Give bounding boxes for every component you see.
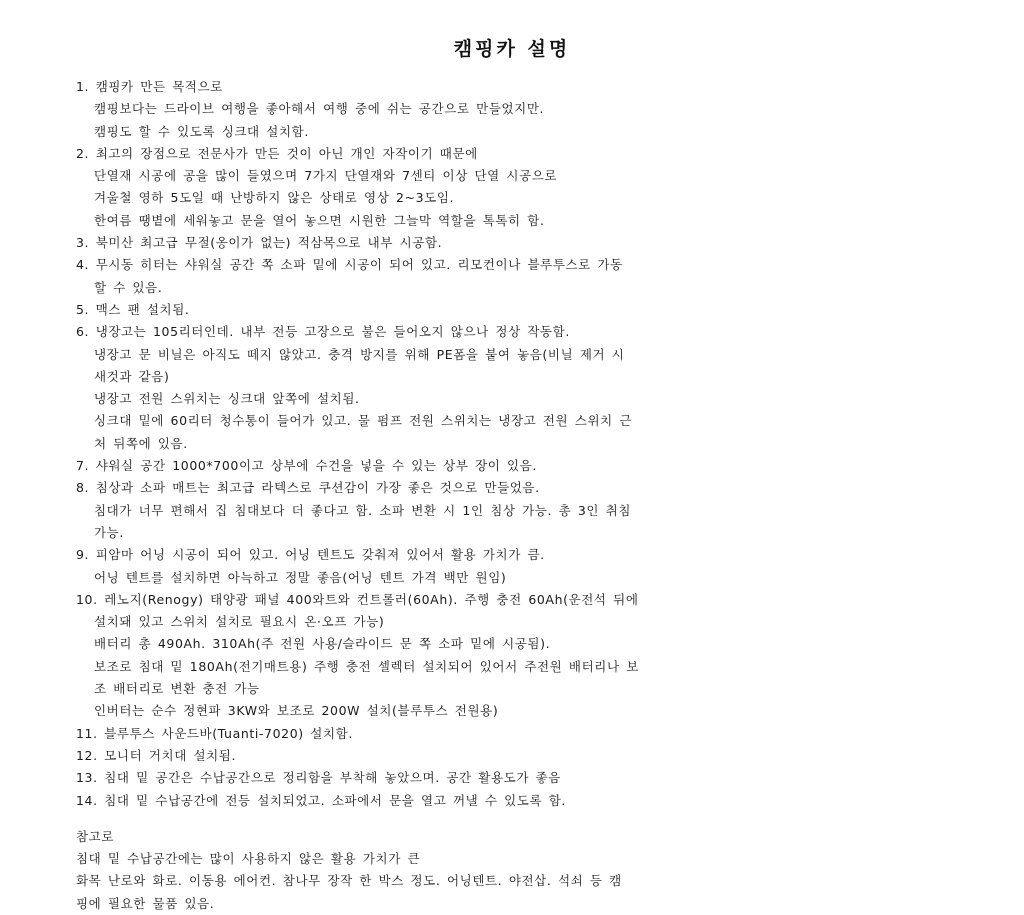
text-line: 캠핑도 할 수 있도록 싱크대 설치함. bbox=[94, 123, 309, 139]
footer-line: 핑에 필요한 물품 있음. bbox=[76, 895, 215, 911]
text-line: 11. 블루투스 사운드바(Tuanti-7020) 설치함. bbox=[76, 725, 353, 741]
text-line: 1. 캠핑카 만든 목적으로 bbox=[76, 79, 223, 94]
text-line: 8. 침상과 소파 매트는 최고급 라텍스로 쿠션감이 가장 좋은 것으로 만들었음. bbox=[76, 480, 540, 496]
text-line: 10. 레노지(Renogy) 태양광 패널 400와트와 컨트롤러(60Ah). 주행 충전 60Ah(운전석 뒤에 bbox=[76, 591, 639, 607]
document-body bbox=[76, 76, 966, 915]
text-line: 싱크대 밑에 60리터 청수통이 들어가 있고. 물 펌프 전원 스위치는 냉장고 전원 스위치 근 bbox=[94, 413, 633, 429]
text-line: 4. 무시동 히터는 샤워실 공간 쪽 소파 밑에 시공이 되어 있고. 리모컨이나 블루투스로 가동 bbox=[76, 257, 623, 273]
text-line: 단열재 시공에 공을 많이 들였으며 7가지 단열재와 7센티 이상 단열 시공으로 bbox=[94, 168, 558, 184]
text-line: 5. 맥스 팬 설치됨. bbox=[76, 301, 190, 317]
text-line: 처 뒤쪽에 있음. bbox=[94, 435, 188, 451]
text-line: 침대가 너무 편해서 집 침대보다 더 좋다고 함. 소파 변환 시 1인 침상 가능. 총 3인 취침 bbox=[94, 502, 632, 518]
text-line: 할 수 있음. bbox=[94, 279, 163, 295]
text-line: 보조로 침대 밑 180Ah(전기매트용) 주행 충전 셀렉터 설치되어 있어서 주전원 배터리나 보 bbox=[94, 658, 639, 674]
footer-line: 침대 밑 수납공간에는 많이 사용하지 않은 활용 가치가 큰 bbox=[76, 851, 421, 867]
text-line: 2. 최고의 장점으로 전문사가 만든 것이 아닌 개인 자작이기 때문에 bbox=[76, 145, 478, 161]
text-line: 겨울철 영하 5도일 때 난방하지 않은 상태로 영상 2~3도임. bbox=[94, 190, 455, 206]
text-line: 어닝 텐트를 설치하면 아늑하고 정말 좋음(어닝 텐트 가격 백만 원임) bbox=[94, 569, 507, 585]
text-line: 인버터는 순수 정현파 3KW와 보조로 200W 설치(블루투스 전원용) bbox=[94, 703, 499, 719]
text-line: 배터리 총 490Ah. 310Ah(주 전원 사용/슬라이드 문 쪽 소파 밑에 시공됨). bbox=[94, 636, 551, 652]
text-line: 13. 침대 밑 공간은 수납공간으로 정리함을 부착해 놓았으며. 공간 활용도가 좋음 bbox=[76, 770, 561, 786]
text-line: 캠핑보다는 드라이브 여행을 좋아해서 여행 중에 쉬는 공간으로 만들었지만. bbox=[94, 101, 545, 117]
text-line: 14. 침대 밑 수납공간에 전등 설치되었고. 소파에서 문을 열고 꺼낼 수 있도록 함. bbox=[76, 792, 566, 808]
text-line: 12. 모니터 거치대 설치됨. bbox=[76, 747, 237, 763]
text-line: 냉장고 문 비닐은 아직도 떼지 않았고. 충격 방지를 위해 PE폼을 붙여 놓음(비닐 제거 시 bbox=[94, 346, 625, 362]
footer-heading: 참고로 bbox=[76, 828, 115, 844]
text-line: 가능. bbox=[94, 524, 124, 540]
document-title: 캠핑카 설명 bbox=[453, 38, 571, 60]
text-line: 냉장고 전원 스위치는 싱크대 앞쪽에 설치됨. bbox=[94, 391, 360, 407]
section-gap bbox=[76, 812, 966, 826]
text-line: 7. 샤워실 공간 1000*700이고 상부에 수건을 넣을 수 있는 상부 장이 있음. bbox=[76, 458, 537, 474]
text-line: 조 배터리로 변환 충전 가능 bbox=[94, 681, 260, 697]
text-line: 9. 피암마 어닝 시공이 되어 있고. 어닝 텐트도 갖춰져 있어서 활용 가치가 큼. bbox=[76, 547, 545, 563]
text-line: 한여름 땡볕에 세워놓고 문을 열어 놓으면 시원한 그늘막 역할을 톡톡히 함. bbox=[94, 212, 545, 228]
footer-line: 화목 난로와 화로. 이동용 에어컨. 참나무 장작 한 박스 정도. 어닝텐트. 야전삽. 석쇠 등 캠 bbox=[76, 873, 622, 889]
text-line: 설치돼 있고 스위치 설치로 필요시 온·오프 가능) bbox=[94, 614, 385, 630]
text-line: 새것과 같음) bbox=[94, 368, 170, 384]
text-line: 6. 냉장고는 105리터인데. 내부 전등 고장으로 불은 들어오지 않으나 정상 작동함. bbox=[76, 324, 570, 340]
text-line: 3. 북미산 최고급 무절(옹이가 없는) 적삼목으로 내부 시공함. bbox=[76, 235, 443, 251]
